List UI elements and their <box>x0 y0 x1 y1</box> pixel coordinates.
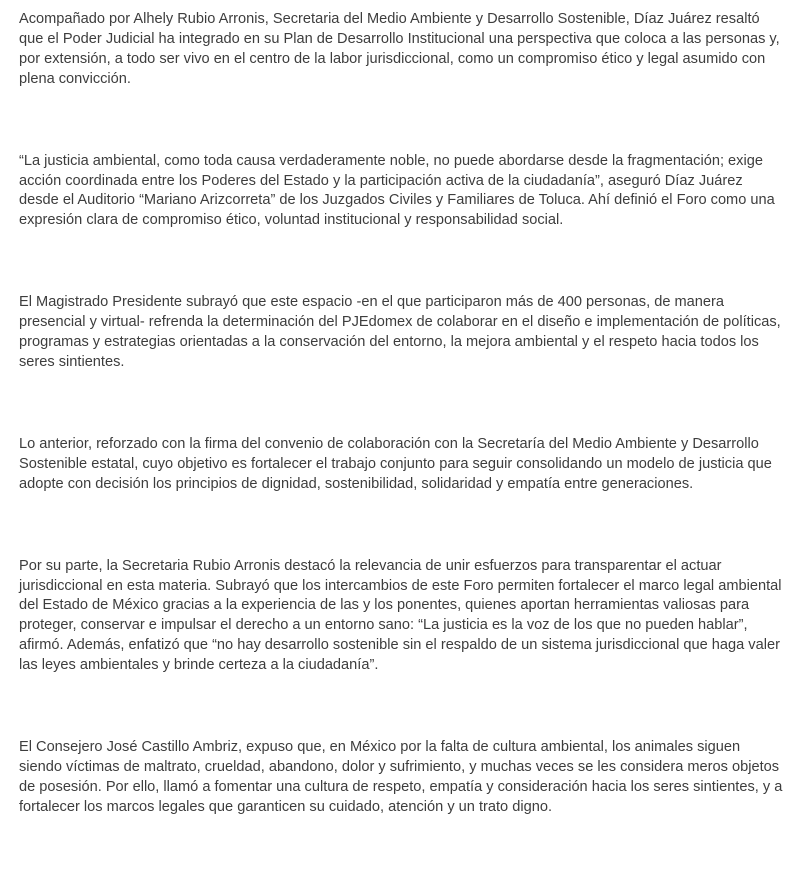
paragraph-5: Por su parte, la Secretaria Rubio Arronis destacó la relevancia de unir esfuerzos para transparentar el actuar jurisdiccional en esta materia. Subrayó que los intercambios de este Foro permiten fortalecer el marco legal ambiental del Estado de México gracias a la experiencia de las y los ponentes, quienes aportan herramientas valiosas para proteger, conservar e impulsar el derecho a un entorno sano: “La justicia es la voz de los que no pueden hablar”, afirmó. Además, enfatizó que “no hay desarrollo sostenible sin el respaldo de un sistema jurisdiccional que haga valer las leyes ambientales y brinde certeza a la ciudadanía”. <box>19 557 782 674</box>
paragraph-1: Acompañado por Alhely Rubio Arronis, Secretaria del Medio Ambiente y Desarrollo Sostenible, Díaz Juárez resaltó que el Poder Judicial ha integrado en su Plan de Desarrollo Institucional una perspectiva que coloca a las personas y, por extensión, a todo ser vivo en el centro de la labor jurisdiccional, como un compromiso ético y legal asumido con plena convicción. <box>19 11 780 87</box>
paragraph-4: Lo anterior, reforzado con la firma del convenio de colaboración con la Secretaría del Medio Ambiente y Desarrollo Sostenible estatal, cuyo objetivo es fortalecer el trabajo conjunto para seguir consolidando un modelo de justicia que adopte con decisión los principios de dignidad, sostenibilidad, solidaridad y empatía entre generaciones. <box>19 435 772 492</box>
paragraph-2: “La justicia ambiental, como toda causa verdaderamente noble, no puede abordarse desde la fragmentación; exige acción coordinada entre los Poderes del Estado y la participación activa de la ciudadanía”, aseguró Díaz Juárez desde el Auditorio “Mariano Arizcorreta” de los Juzgados Civiles y Familiares de Toluca. Ahí definió el Foro como una expresión clara de compromiso ético, voluntad institucional y responsabilidad social. <box>19 152 775 229</box>
paragraph-6: El Consejero José Castillo Ambriz, expuso que, en México por la falta de cultura ambiental, los animales siguen siendo víctimas de maltrato, crueldad, abandono, dolor y sufrimiento, y muchas veces se les considera meros objetos de posesión. Por ello, llamó a fomentar una cultura de respeto, empatía y consideración hacia los seres sintientes, y a fortalecer los marcos legales que garanticen su cuidado, atención y un trato digno. <box>19 739 783 815</box>
article-body <box>19 10 785 880</box>
paragraph-3: El Magistrado Presidente subrayó que este espacio -en el que participaron más de 400 personas, de manera presencial y virtual- refrenda la determinación del PJEdomex de colaborar en el diseño e implementación de políticas, programas y estrategias orientadas a la conservación del entorno, la mejora ambiental y el respeto hacia todos los seres sintientes. <box>19 294 781 370</box>
